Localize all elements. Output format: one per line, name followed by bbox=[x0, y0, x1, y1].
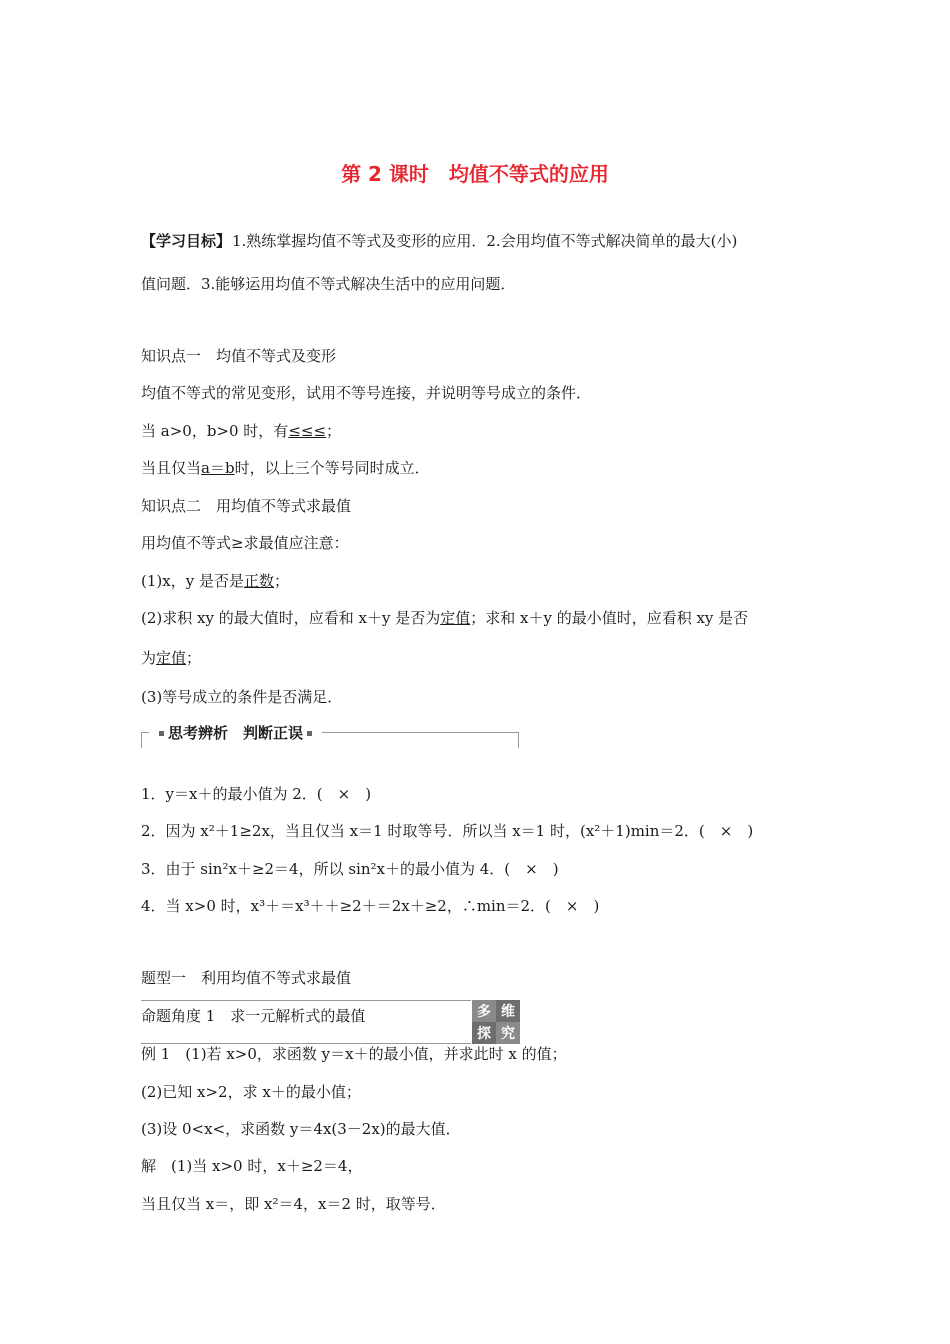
angle-top-rule bbox=[141, 1000, 471, 1001]
kp1-heading: 知识点一 均值不等式及变形 bbox=[141, 347, 337, 365]
kp2-item-2-cont bbox=[141, 647, 201, 669]
badge-char: 多 bbox=[472, 1000, 496, 1022]
kp2-item-2b-blank: 定值 bbox=[156, 649, 187, 667]
solution-line-2: 当且仅当 x＝，即 x²＝4，x＝2 时，取等号． bbox=[141, 1195, 446, 1213]
kp1-para-2-blank: ≤≤≤ bbox=[288, 422, 327, 440]
judge-q2: 2．因为 x²＋1≥2x，当且仅当 x＝1 时取等号．所以当 x＝1 时，(x²＋1)min＝2．( × ) bbox=[141, 822, 754, 840]
kp1-para-2-post: ； bbox=[326, 422, 342, 440]
kp1-para-1: 均值不等式的常见变形，试用不等号连接，并说明等号成立的条件． bbox=[141, 384, 592, 402]
goals-tag: 【学习目标】 bbox=[141, 232, 232, 250]
square-bullet-icon bbox=[159, 731, 164, 736]
think-label bbox=[149, 722, 322, 743]
kp2-item-2-blank: 定值 bbox=[440, 609, 471, 627]
kp2-item-1-pre: (1)x，y 是否是 bbox=[141, 572, 244, 590]
angle-title: 命题角度 1 求一元解析式的最值 bbox=[141, 1007, 366, 1025]
kp1-para-3 bbox=[141, 457, 430, 479]
kp2-item-2-pre: (2)求积 xy 的最大值时，应看和 x＋y 是否为 bbox=[141, 609, 441, 627]
example-1-part-2: (2)已知 x>2，求 x＋的最小值； bbox=[141, 1083, 361, 1101]
example-1-part-1: 例 1 (1)若 x>0，求函数 y＝x＋的最小值，并求此时 x 的值； bbox=[141, 1045, 567, 1063]
kp2-item-1 bbox=[141, 570, 289, 592]
badge-char: 维 bbox=[496, 1000, 520, 1022]
badge-char: 究 bbox=[496, 1022, 520, 1044]
kp1-para-3-pre: 当且仅当 bbox=[141, 459, 202, 477]
judge-q4: 4．当 x>0 时，x³＋＝x³＋＋≥2＋＝2x＋≥2，∴min＝2．( × ) bbox=[141, 897, 600, 915]
goals-line-1: 1.熟练掌握均值不等式及变形的应用．2.会用均值不等式解决简单的最大(小) bbox=[232, 232, 738, 250]
kp2-para-1: 用均值不等式≥求最值应注意： bbox=[141, 534, 349, 552]
header-right-tick bbox=[518, 732, 519, 748]
kp1-para-2 bbox=[141, 420, 341, 442]
think-section-header bbox=[141, 722, 519, 748]
page-title: 第 2 课时 均值不等式的应用 bbox=[341, 162, 609, 186]
square-bullet-icon bbox=[307, 731, 312, 736]
solution-line-1: 解 (1)当 x>0 时，x＋≥2＝4， bbox=[141, 1157, 363, 1175]
think-label-text: 思考辨析 判断正误 bbox=[168, 724, 304, 742]
badge-char: 探 bbox=[472, 1022, 496, 1044]
kp2-item-2-post: ；求和 x＋y 的最小值时，应看积 xy 是否 bbox=[470, 609, 749, 627]
judge-q1: 1．y＝x＋的最小值为 2．( × ) bbox=[141, 785, 372, 803]
kp1-para-3-blank: a＝b bbox=[201, 459, 235, 477]
kp2-item-1-post: ； bbox=[273, 572, 289, 590]
kp1-para-3-post: 时，以上三个等号同时成立． bbox=[234, 459, 430, 477]
kp2-item-2b-pre: 为 bbox=[141, 649, 157, 667]
header-left-tick bbox=[141, 732, 142, 748]
type1-heading: 题型一 利用均值不等式求最值 bbox=[141, 969, 352, 987]
example-1-part-3: (3)设 0<x<，求函数 y＝4x(3－2x)的最大值． bbox=[141, 1120, 461, 1138]
kp2-item-2 bbox=[141, 607, 748, 629]
kp2-heading: 知识点二 用均值不等式求最值 bbox=[141, 497, 352, 515]
kp2-item-3: (3)等号成立的条件是否满足． bbox=[141, 688, 343, 706]
kp2-item-2b-post: ； bbox=[186, 649, 202, 667]
multi-explore-badge bbox=[472, 1000, 520, 1044]
kp1-para-2-pre: 当 a>0，b>0 时，有 bbox=[141, 422, 289, 440]
kp2-item-1-blank: 正数 bbox=[243, 572, 274, 590]
goals-line-2: 值问题．3.能够运用均值不等式解决生活中的应用问题． bbox=[141, 275, 516, 293]
judge-q3: 3．由于 sin²x＋≥2＝4，所以 sin²x＋的最小值为 4．( × ) bbox=[141, 860, 559, 878]
